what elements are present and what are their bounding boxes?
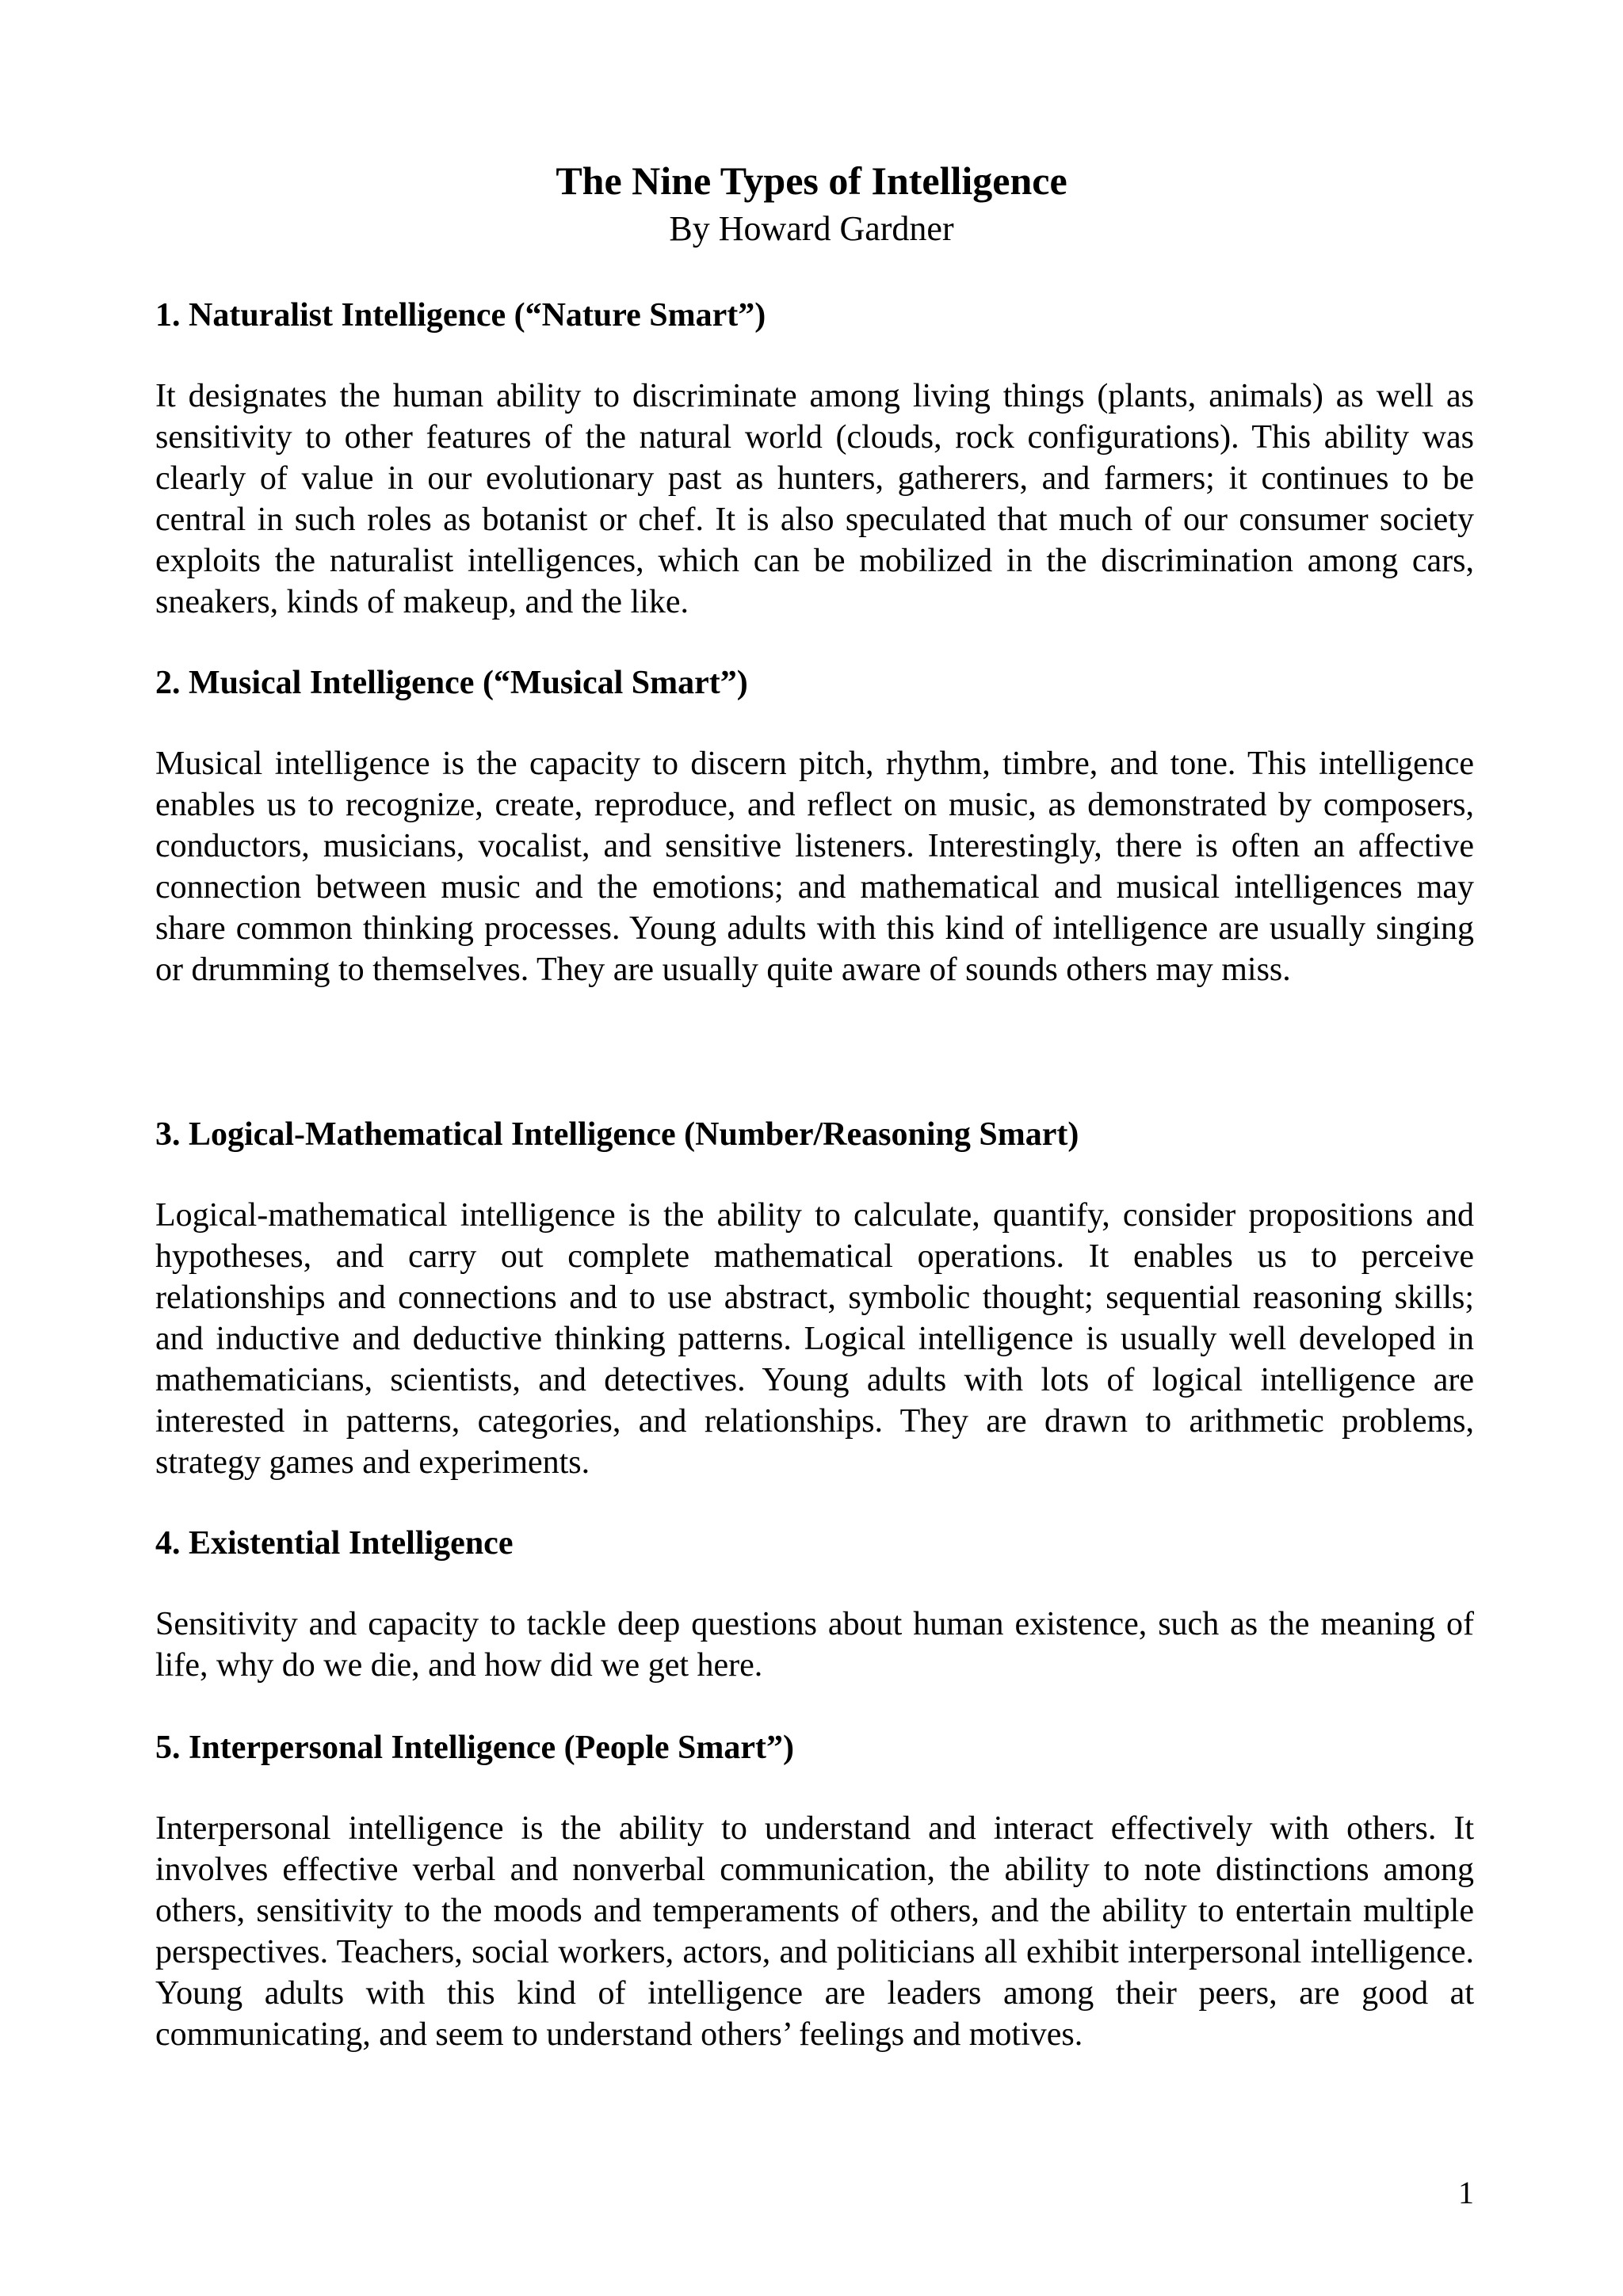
section-heading-logical-mathematical: 3. Logical-Mathematical Intelligence (Number/Reasoning Smart) [155, 1116, 1079, 1153]
document-title: The Nine Types of Intelligence [556, 158, 1067, 203]
section-heading-musical: 2. Musical Intelligence (“Musical Smart”) [155, 665, 748, 701]
document-author: By Howard Gardner [669, 209, 954, 248]
section-body-naturalist: It designates the human ability to discriminate among living things (plants, animals) as well as sensitivity to other features of the natural world (clouds, rock configurations). This ability was clearly of value in our evolutionary past as hunters, gatherers, and farmers; it continues to be central in such roles as botanist or chef. It is also speculated that much of our consumer society exploits the naturalist intelligences, which can be mobilized in the discrimination among cars, sneakers, kinds of makeup, and the like. [155, 378, 1474, 620]
section-heading-naturalist: 1. Naturalist Intelligence (“Nature Smart”) [155, 297, 766, 334]
section-body-musical: Musical intelligence is the capacity to discern pitch, rhythm, timbre, and tone. This intelligence enables us to recognize, create, reproduce, and reflect on music, as demonstrated by composers, conductors, musicians, vocalist, and sensitive listeners. Interestingly, there is often an affective connection between music and the emotions; and mathematical and musical intelligences may share common thinking processes. Young adults with this kind of intelligence are usually singing or drumming to themselves. They are usually quite aware of sounds others may miss. [155, 746, 1474, 988]
section-body-interpersonal: Interpersonal intelligence is the ability to understand and interact effectively with others. It involves effective verbal and nonverbal communication, the ability to note distinctions among others, sensitivity to the moods and temperaments of others, and the ability to entertain multiple perspectives. Teachers, social workers, actors, and politicians all exhibit interpersonal intelligence. Young adults with this kind of intelligence are leaders among their peers, are good at communicating, and seem to understand others’ feelings and motives. [155, 1810, 1474, 2053]
page-number: 1 [1458, 2175, 1474, 2210]
section-body-existential: Sensitivity and capacity to tackle deep questions about human existence, such as the meaning of life, why do we die, and how did we get here. [155, 1606, 1474, 1684]
section-body-logical-mathematical: Logical-mathematical intelligence is the ability to calculate, quantify, consider propositions and hypotheses, and carry out complete mathematical operations. It enables us to perceive relationships and connections and to use abstract, symbolic thought; sequential reasoning skills; and inductive and deductive thinking patterns. Logical intelligence is usually well developed in mathematicians, scientists, and detectives. Young adults with lots of logical intelligence are interested in patterns, categories, and relationships. They are drawn to arithmetic problems, strategy games and experiments. [155, 1197, 1474, 1481]
section-heading-existential: 4. Existential Intelligence [155, 1525, 514, 1562]
section-heading-interpersonal: 5. Interpersonal Intelligence (People Smart”) [155, 1730, 795, 1766]
